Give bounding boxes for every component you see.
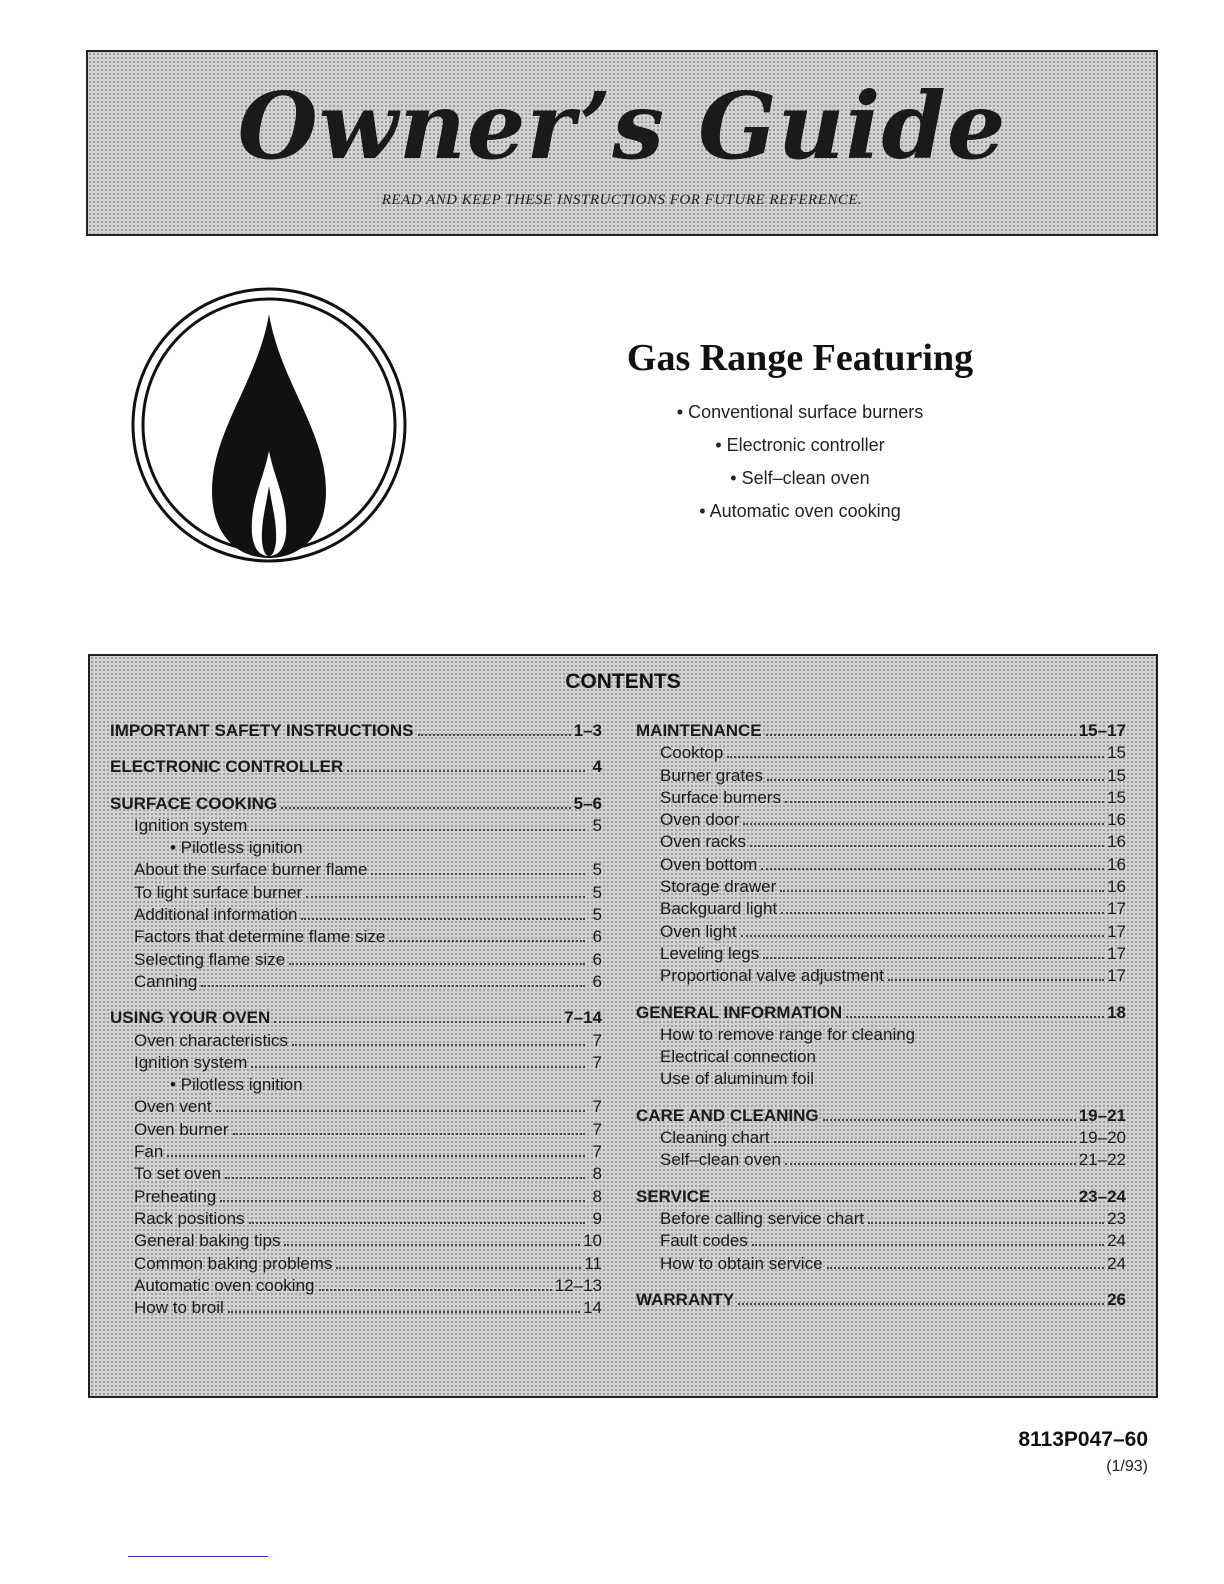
contents-entry xyxy=(110,904,602,926)
dot-leader xyxy=(714,1200,1075,1202)
entry-label: Self–clean oven xyxy=(660,1150,781,1170)
entry-page: 16 xyxy=(1107,854,1126,874)
entry-label: Surface burners xyxy=(660,787,781,807)
dot-leader xyxy=(727,756,1104,758)
entry-page: 15 xyxy=(1107,765,1126,785)
entry-page: 5 xyxy=(592,882,602,902)
contents-entry xyxy=(110,1208,602,1230)
entry-page: 17 xyxy=(1107,899,1126,919)
entry-label: Before calling service chart xyxy=(660,1208,865,1228)
entry-page: 9 xyxy=(592,1208,602,1228)
dot-leader xyxy=(827,1267,1105,1269)
entry-label: Fault codes xyxy=(660,1231,748,1251)
entry-page: 11 xyxy=(584,1253,602,1273)
entry-page: 16 xyxy=(1107,832,1126,852)
dot-leader xyxy=(347,770,585,772)
contents-entry xyxy=(636,898,1126,920)
dot-leader xyxy=(888,979,1104,981)
contents-entry xyxy=(110,1297,602,1319)
contents-entry xyxy=(110,1119,602,1141)
entry-page: 17 xyxy=(1107,943,1126,963)
entry-page: 26 xyxy=(1107,1289,1126,1309)
dot-leader xyxy=(767,779,1104,781)
entry-label: Oven vent xyxy=(134,1097,212,1117)
contents-entry xyxy=(110,837,602,859)
contents-entry xyxy=(636,787,1126,809)
entry-page: 5 xyxy=(592,905,602,925)
dot-leader xyxy=(284,1244,580,1246)
dot-leader xyxy=(306,896,585,898)
contents-entry xyxy=(636,965,1126,987)
contents-entry xyxy=(636,876,1126,898)
footer-rule xyxy=(128,1556,268,1557)
contents-section-entry xyxy=(636,720,1126,742)
contents-entry xyxy=(636,1149,1126,1171)
entry-label: Burner grates xyxy=(660,765,763,785)
dot-leader xyxy=(785,1163,1076,1165)
entry-page: 10 xyxy=(583,1231,602,1251)
entry-page: 17 xyxy=(1107,966,1126,986)
entry-label: Canning xyxy=(134,971,198,991)
contents-section-entry xyxy=(636,1105,1126,1127)
entry-page: 5 xyxy=(592,860,602,880)
entry-label: Oven door xyxy=(660,810,740,830)
entry-label: To light surface burner xyxy=(134,882,303,902)
contents-entry xyxy=(110,1186,602,1208)
entry-label: Fan xyxy=(134,1142,164,1162)
dot-leader xyxy=(868,1222,1104,1224)
contents-entry xyxy=(110,1052,602,1074)
entry-page: 7 xyxy=(592,1052,602,1072)
entry-page: 16 xyxy=(1107,810,1126,830)
entry-page: 21–22 xyxy=(1078,1150,1126,1170)
entry-page: 23 xyxy=(1107,1208,1126,1228)
dot-leader xyxy=(741,935,1105,937)
dot-leader xyxy=(763,957,1104,959)
entry-page: 24 xyxy=(1107,1253,1126,1273)
contents-section-entry xyxy=(110,756,602,778)
dot-leader xyxy=(785,801,1104,803)
contents-title: CONTENTS xyxy=(565,670,681,693)
contents-entry xyxy=(110,1030,602,1052)
dot-leader xyxy=(418,734,571,736)
document-number: 8113P047–60 xyxy=(1018,1428,1148,1451)
dot-leader xyxy=(251,829,585,831)
entry-page: 12–13 xyxy=(554,1275,602,1295)
feature-item: • Conventional surface burners xyxy=(676,402,924,422)
entry-label: GENERAL INFORMATION xyxy=(636,1002,843,1022)
dot-leader xyxy=(249,1222,585,1224)
contents-entry xyxy=(636,742,1126,764)
entry-page: 5 xyxy=(592,815,602,835)
entry-label: How to remove range for cleaning xyxy=(660,1024,916,1044)
dot-leader xyxy=(743,823,1104,825)
entry-page: 24 xyxy=(1107,1231,1126,1251)
contents-entry xyxy=(636,765,1126,787)
dot-leader xyxy=(201,985,585,987)
contents-section-entry xyxy=(636,1289,1126,1311)
entry-page: 7 xyxy=(592,1030,602,1050)
contents-entry xyxy=(110,1141,602,1163)
contents-entry xyxy=(110,1275,602,1297)
dot-leader xyxy=(846,1016,1104,1018)
entry-label: Automatic oven cooking xyxy=(134,1275,315,1295)
entry-label: Selecting flame size xyxy=(134,949,286,969)
entry-page: 8 xyxy=(592,1186,602,1206)
dot-leader xyxy=(281,807,570,809)
contents-section-entry xyxy=(636,1186,1126,1208)
contents-entry xyxy=(636,1208,1126,1230)
dot-leader xyxy=(216,1110,586,1112)
entry-label: Rack positions xyxy=(134,1208,245,1228)
header-banner xyxy=(86,50,1158,236)
entry-page: 7 xyxy=(592,1119,602,1139)
contents-entry xyxy=(110,926,602,948)
entry-page: 6 xyxy=(592,949,602,969)
entry-page: 19–21 xyxy=(1078,1105,1126,1125)
entry-page: 19–20 xyxy=(1078,1128,1126,1148)
entry-label: SURFACE COOKING xyxy=(110,793,278,813)
entry-page: 7 xyxy=(592,1142,602,1162)
contents-section-entry xyxy=(110,793,602,815)
contents-section-entry xyxy=(110,1007,602,1029)
document-date: (1/93) xyxy=(1106,1458,1148,1475)
entry-label: • Pilotless ignition xyxy=(170,1075,303,1095)
dot-leader xyxy=(251,1066,585,1068)
contents-entry xyxy=(636,854,1126,876)
entry-label: WARRANTY xyxy=(636,1289,735,1309)
contents-entry xyxy=(636,831,1126,853)
entry-label: CARE AND CLEANING xyxy=(636,1105,819,1125)
contents-section-entry xyxy=(110,720,602,742)
contents-entry xyxy=(636,921,1126,943)
entry-label: IMPORTANT SAFETY INSTRUCTIONS xyxy=(110,721,414,740)
entry-page: 7–14 xyxy=(564,1008,602,1028)
entry-label: ELECTRONIC CONTROLLER xyxy=(110,757,344,777)
entry-label: Oven light xyxy=(660,921,737,941)
entry-label: How to broil xyxy=(134,1298,224,1318)
contents-entry xyxy=(110,1163,602,1185)
contents-entry xyxy=(110,971,602,993)
dot-leader xyxy=(292,1044,585,1046)
entry-label: Oven racks xyxy=(660,832,746,852)
entry-page: 6 xyxy=(592,927,602,947)
contents-entry xyxy=(110,1096,602,1118)
dot-leader xyxy=(761,868,1104,870)
dot-leader xyxy=(738,1303,1104,1305)
entry-label: SERVICE xyxy=(636,1186,711,1206)
entry-label: Leveling legs xyxy=(660,943,760,963)
entry-page: 15–17 xyxy=(1078,721,1126,740)
entry-page: 4 xyxy=(592,757,602,777)
contents-entry xyxy=(110,882,602,904)
contents-entry xyxy=(636,943,1126,965)
dot-leader xyxy=(233,1133,586,1135)
entry-page: 18 xyxy=(1107,1002,1126,1022)
entry-page: 15 xyxy=(1107,787,1126,807)
entry-label: To set oven xyxy=(134,1164,221,1184)
entry-page: 23–24 xyxy=(1078,1186,1126,1206)
dot-leader xyxy=(301,918,585,920)
contents-entry xyxy=(636,809,1126,831)
dot-leader xyxy=(220,1200,585,1202)
entry-page: 7 xyxy=(592,1097,602,1117)
entry-label: General baking tips xyxy=(134,1231,281,1251)
dot-leader xyxy=(225,1177,585,1179)
contents-entry xyxy=(110,1230,602,1252)
contents-entry xyxy=(636,1230,1126,1252)
contents-entry xyxy=(110,1074,602,1096)
feature-item: • Automatic oven cooking xyxy=(699,501,901,521)
dot-leader xyxy=(336,1267,581,1269)
contents-entry xyxy=(110,859,602,881)
entry-page: 1–3 xyxy=(573,721,602,740)
contents-entry xyxy=(110,1253,602,1275)
entry-label: USING YOUR OVEN xyxy=(110,1008,271,1028)
dot-leader xyxy=(780,890,1104,892)
gas-flame-icon xyxy=(130,286,408,564)
entry-page: 17 xyxy=(1107,921,1126,941)
dot-leader xyxy=(319,1289,552,1291)
contents-entry xyxy=(636,1068,1126,1090)
entry-label: Electrical connection xyxy=(660,1047,816,1067)
featuring-heading: Gas Range Featuring xyxy=(626,337,974,379)
entry-page: 16 xyxy=(1107,877,1126,897)
dot-leader xyxy=(371,873,585,875)
contents-entry xyxy=(636,1253,1126,1275)
entry-label: Use of aluminum foil xyxy=(660,1069,815,1089)
entry-label: How to obtain service xyxy=(660,1253,823,1273)
entry-label: Oven burner xyxy=(134,1119,229,1139)
entry-label: Additional information xyxy=(134,905,298,925)
entry-label: Backguard light xyxy=(660,899,778,919)
dot-leader xyxy=(823,1119,1076,1121)
entry-page: 8 xyxy=(592,1164,602,1184)
contents-right-column xyxy=(636,720,1126,1311)
contents-entry xyxy=(110,949,602,971)
contents-entry xyxy=(636,1127,1126,1149)
dot-leader xyxy=(750,845,1104,847)
dot-leader xyxy=(781,912,1104,914)
dot-leader xyxy=(752,1244,1104,1246)
contents-entry xyxy=(636,1024,1126,1046)
entry-label: About the surface burner flame xyxy=(134,860,368,880)
dot-leader xyxy=(289,963,585,965)
entry-page: 5–6 xyxy=(573,793,602,813)
entry-page: 6 xyxy=(592,971,602,991)
feature-list xyxy=(560,400,1040,532)
contents-box xyxy=(88,654,1158,1398)
dot-leader xyxy=(766,734,1076,736)
entry-label: Oven bottom xyxy=(660,854,758,874)
entry-page: 15 xyxy=(1107,743,1126,763)
entry-page: 14 xyxy=(583,1298,602,1318)
entry-label: Factors that determine flame size xyxy=(134,927,386,947)
contents-entry xyxy=(636,1046,1126,1068)
entry-label: Common baking problems xyxy=(134,1253,333,1273)
entry-label: MAINTENANCE xyxy=(636,721,762,740)
document-title: Owner’s Guide xyxy=(237,72,1007,180)
entry-label: Preheating xyxy=(134,1186,217,1206)
entry-label: • Pilotless ignition xyxy=(170,838,303,858)
entry-label: Oven characteristics xyxy=(134,1030,288,1050)
entry-label: Ignition system xyxy=(134,1052,248,1072)
entry-label: Storage drawer xyxy=(660,877,777,897)
dot-leader xyxy=(167,1155,585,1157)
feature-item: • Self–clean oven xyxy=(730,468,870,488)
dot-leader xyxy=(774,1141,1076,1143)
dot-leader xyxy=(389,940,585,942)
contents-left-column xyxy=(110,720,602,1319)
entry-label: Ignition system xyxy=(134,815,248,835)
contents-section-entry xyxy=(636,1002,1126,1024)
entry-label: Proportional valve adjustment xyxy=(660,966,884,986)
dot-leader xyxy=(228,1311,580,1313)
feature-item: • Electronic controller xyxy=(715,435,885,455)
contents-entry xyxy=(110,815,602,837)
document-subtitle: READ AND KEEP THESE INSTRUCTIONS FOR FUTURE REFERENCE. xyxy=(381,192,863,208)
dot-leader xyxy=(274,1021,561,1023)
entry-label: Cooktop xyxy=(660,743,724,763)
entry-label: Cleaning chart xyxy=(660,1128,770,1148)
